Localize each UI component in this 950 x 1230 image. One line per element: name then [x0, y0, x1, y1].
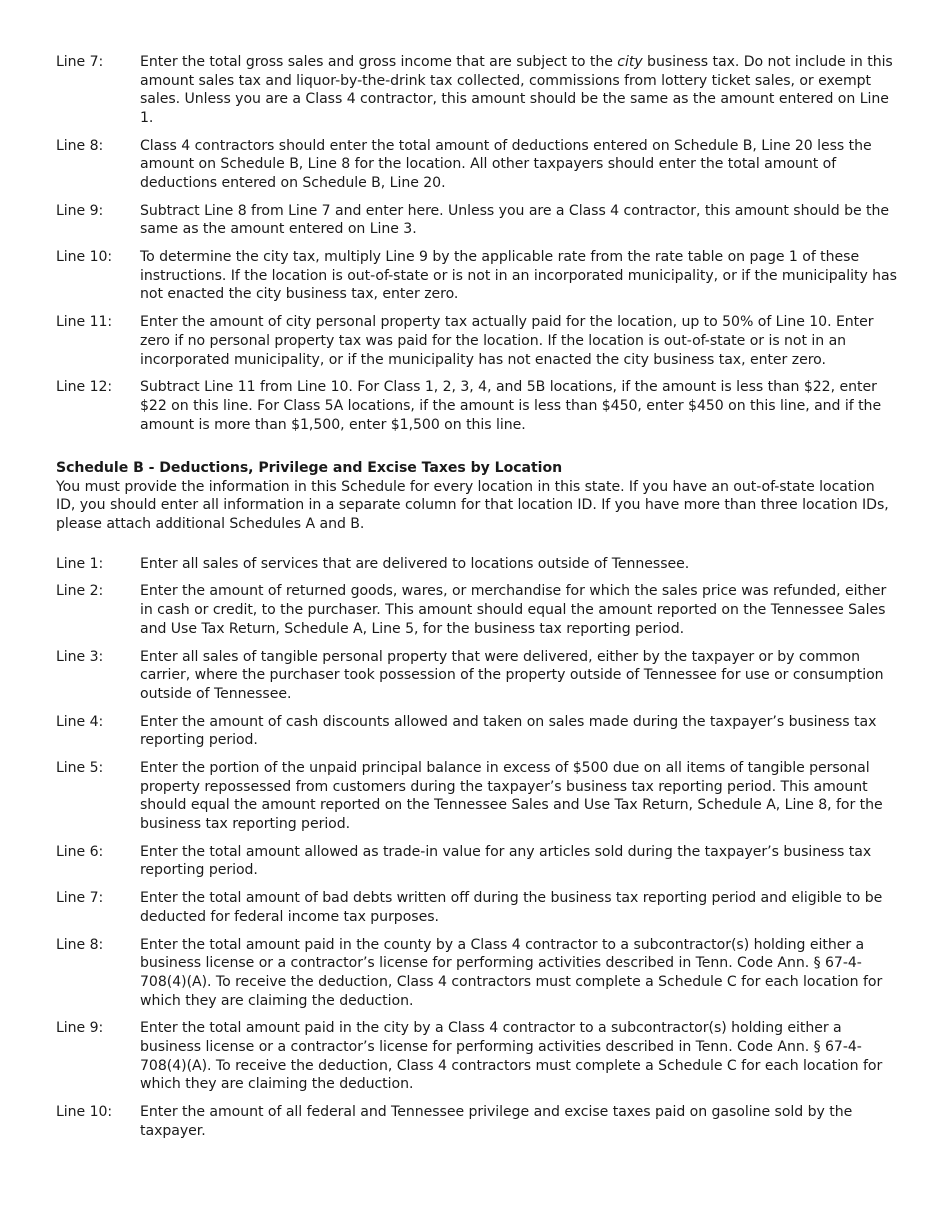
line-label: Line 6:: [56, 843, 104, 860]
schedule-a-line-12: [56, 378, 898, 434]
line-label: Line 7:: [56, 890, 104, 907]
line-instruction: Enter the portion of the unpaid principal balance in excess of $500 due on all items of tangible personal property repossessed from customers during the taxpayer’s business tax reporting period. This amount should equal the amount reported on the Tennessee Sales and Use Tax Return, Schedule A, Line 8, for the business tax reporting period.: [140, 760, 883, 832]
line-instruction: [140, 53, 898, 127]
line-label: Line 7:: [56, 54, 104, 70]
schedule-b-line-6: [56, 843, 898, 880]
line-label: Line 1:: [56, 555, 104, 572]
schedule-a-line-9: [56, 202, 898, 239]
line-instruction: Enter the total amount of bad debts written off during the business tax reporting period and eligible to be deducted for federal income tax purposes.: [140, 890, 883, 925]
schedule-b-line-9: [56, 1019, 898, 1093]
line-label: Line 12:: [56, 379, 113, 396]
schedule-b-header: [56, 459, 898, 533]
schedule-b-line-4: [56, 713, 898, 750]
line-label: Line 3:: [56, 648, 104, 665]
line-instruction: Enter the total amount paid in the county by a Class 4 contractor to a subcontractor(s) holding either a business license or a contractor’s license for performing activities described in Tenn. Code Ann. § 67-4-708(4)(A). To receive the deduction, Class 4 contractors must complete a Schedule C for each location for which they are claiming the deduction.: [140, 936, 883, 1009]
line-label: Line 10:: [56, 249, 113, 266]
schedule-b-line-3: [56, 648, 898, 704]
line-text-italic: city: [617, 54, 643, 70]
line-instruction: Subtract Line 11 from Line 10. For Class 1, 2, 3, 4, and 5B locations, if the amount is less than $22, enter $22 on this line. For Class 5A locations, if the amount is less than $450, enter $450 on this line, and if the amount is more than $1,500, enter $1,500 on this line.: [140, 379, 882, 433]
line-label: Line 8:: [56, 137, 104, 154]
line-text-part: business tax. Do not include in this amount sales tax and liquor-by-the-drink tax collected, commissions from lottery ticket sales, or exempt sales. Unless you are a Class 4 contractor, this amount should be the same as the amount entered on Line 1.: [140, 54, 893, 126]
section-heading: Schedule B - Deductions, Privilege and Excise Taxes by Location: [56, 460, 563, 477]
schedule-b-line-7: [56, 889, 898, 926]
line-instruction: Enter the total amount allowed as trade-in value for any articles sold during the taxpayer’s business tax reporting period.: [140, 843, 872, 879]
line-label: Line 4:: [56, 713, 104, 730]
line-label: Line 2:: [56, 583, 104, 600]
line-instruction: Enter the total amount paid in the city by a Class 4 contractor to a subcontractor(s) holding either a business license or a contractor’s license for performing activities described in Tenn. Code Ann. § 67-4-708(4)(A). To receive the deduction, Class 4 contractors must complete a Schedule C for each location for which they are claiming the deduction.: [140, 1020, 883, 1093]
schedule-a-line-11: [56, 313, 898, 369]
line-instruction: Subtract Line 8 from Line 7 and enter here. Unless you are a Class 4 contractor, this amount should be the same as the amount entered on Line 3.: [140, 202, 890, 238]
line-label: Line 5:: [56, 760, 104, 777]
schedule-b-line-list: [56, 555, 898, 1141]
schedule-a-line-7: [56, 53, 898, 127]
line-label: Line 9:: [56, 202, 104, 219]
line-instruction: Enter the amount of all federal and Tennessee privilege and excise taxes paid on gasoline sold by the taxpayer.: [140, 1104, 853, 1139]
line-instruction: To determine the city tax, multiply Line 9 by the applicable rate from the rate table on page 1 of these instructions. If the location is out-of-state or is not in an incorporated municipality, or if the municipality has not enacted the city business tax, enter zero.: [140, 249, 897, 303]
line-label: Line 8:: [56, 936, 104, 953]
schedule-b-line-1: [56, 555, 898, 574]
schedule-a-line-list: [56, 53, 898, 434]
schedule-b-line-8: [56, 936, 898, 1010]
line-instruction: Enter the amount of returned goods, wares, or merchandise for which the sales price was refunded, either in cash or credit, to the purchaser. This amount should equal the amount reported on the Tennessee Sales and Use Tax Return, Schedule A, Line 5, for the business tax reporting period.: [140, 583, 887, 637]
schedule-a-line-10: [56, 248, 898, 304]
line-instruction: Enter all sales of services that are delivered to locations outside of Tennessee.: [140, 555, 690, 572]
line-instruction: Enter all sales of tangible personal property that were delivered, either by the taxpayer or by common carrier, where the purchaser took possession of the property outside of Tennessee for use or consumption outside of Tennessee.: [140, 648, 884, 702]
line-instruction: Enter the amount of cash discounts allowed and taken on sales made during the taxpayer’s business tax reporting period.: [140, 713, 877, 749]
schedule-a-line-8: [56, 137, 898, 193]
line-instruction: Enter the amount of city personal property tax actually paid for the location, up to 50% of Line 10. Enter zero if no personal property tax was paid for the location. If the location is out-of-state or is not in an incorporated municipality, or if the municipality has not enacted the city business tax, enter zero.: [140, 314, 874, 368]
line-label: Line 10:: [56, 1104, 113, 1121]
section-intro: You must provide the information in this Schedule for every location in this state. If you have an out-of-state location ID, you should enter all information in a separate column for that location ID. If you have more than three location IDs, please attach additional Schedules A and B.: [56, 478, 889, 532]
line-instruction: Class 4 contractors should enter the total amount of deductions entered on Schedule B, Line 20 less the amount on Schedule B, Line 8 for the location. All other taxpayers should enter the total amount of deductions entered on Schedule B, Line 20.: [140, 137, 872, 191]
line-label: Line 11:: [56, 314, 113, 331]
schedule-b-line-10: [56, 1103, 898, 1140]
schedule-b-line-5: [56, 759, 898, 833]
schedule-b-line-2: [56, 582, 898, 638]
line-label: Line 9:: [56, 1020, 104, 1037]
line-text-part: Enter the total gross sales and gross income that are subject to the: [140, 54, 618, 70]
